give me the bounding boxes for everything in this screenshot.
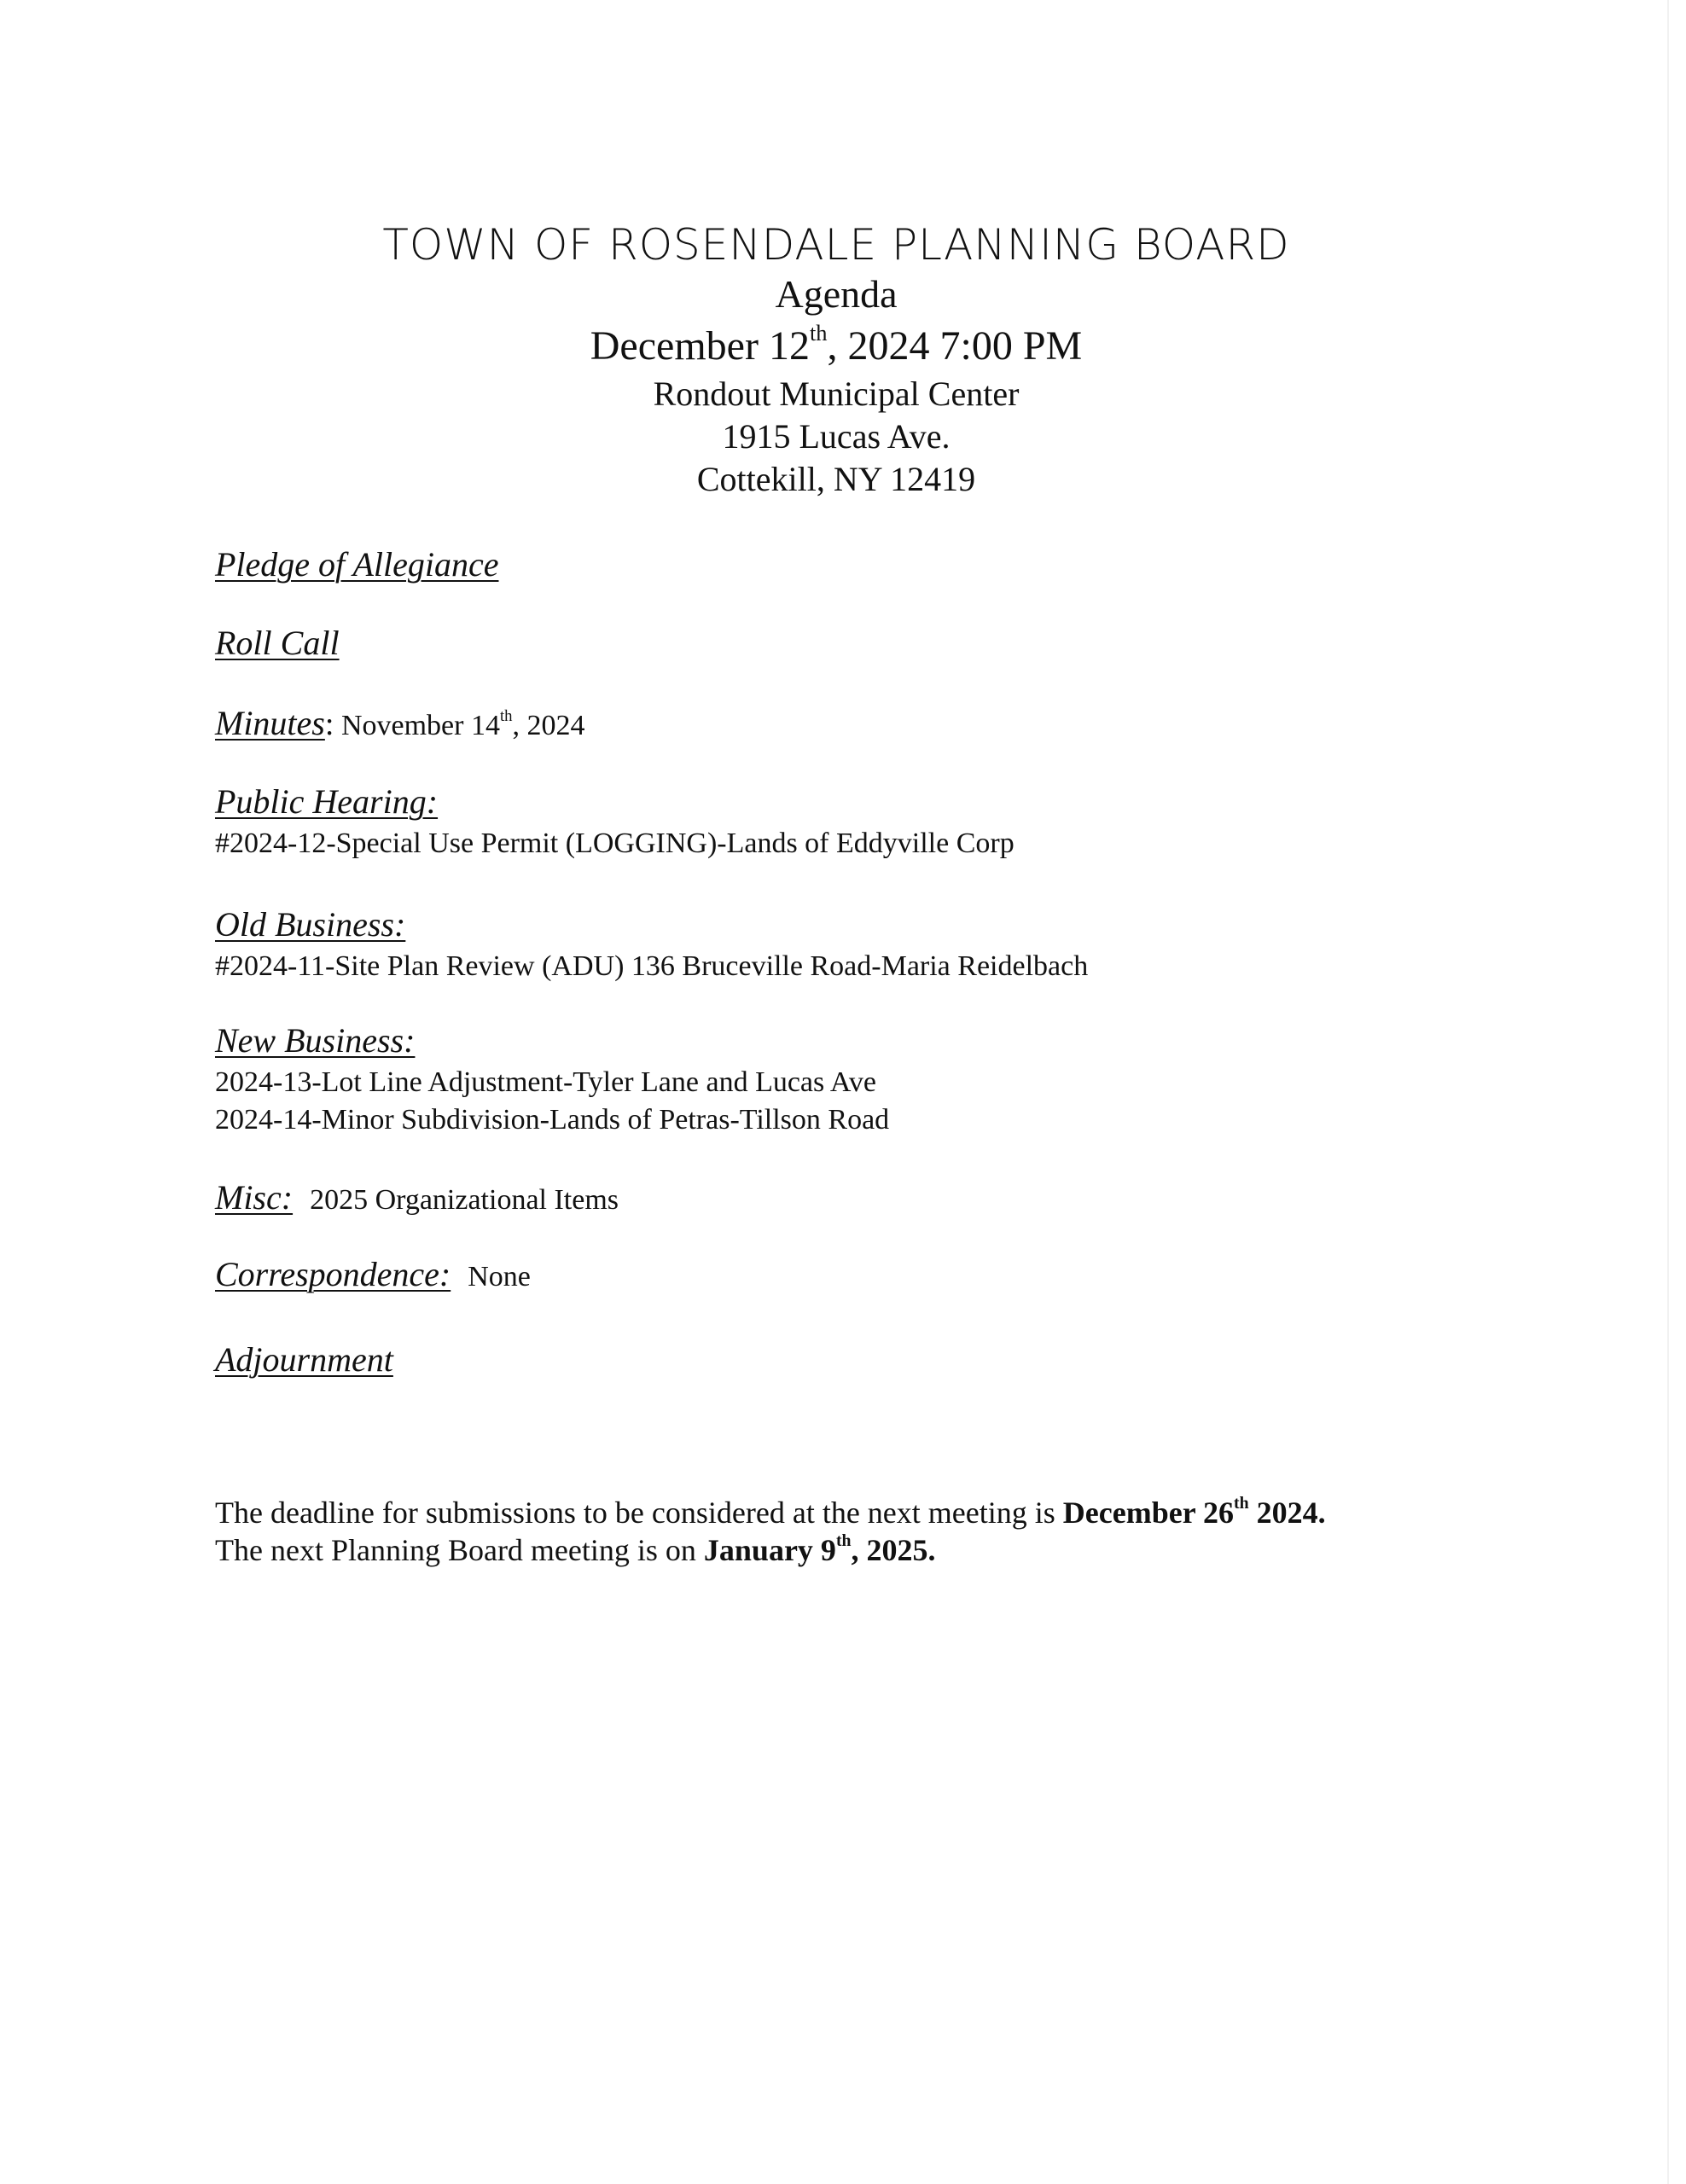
deadline-note: [215, 1495, 1326, 1531]
next-meeting-note: [215, 1532, 936, 1568]
next-meeting-date-main: January 9: [703, 1533, 836, 1567]
next-meeting-date-suffix: th: [835, 1531, 852, 1551]
deadline-text: The deadline for submissions to be considered at the next meeting is: [215, 1496, 1063, 1530]
minutes-date-main: November 14: [334, 710, 500, 741]
minutes-date: [334, 706, 585, 741]
minutes-date-rest: , 2024: [512, 710, 585, 741]
next-meeting-date-rest: , 2025.: [851, 1533, 936, 1567]
pledge-heading: Pledge of Allegiance: [215, 545, 499, 584]
public-hearing-item: #2024-12-Special Use Permit (LOGGING)-Lands of Eddyville Corp: [215, 828, 1015, 859]
meeting-date-rest: , 2024 7:00 PM: [827, 323, 1083, 369]
venue-street: 1915 Lucas Ave.: [722, 417, 951, 456]
deadline-date: [1063, 1496, 1326, 1530]
correspondence-row: [215, 1255, 531, 1293]
meeting-date: [358, 319, 1314, 369]
correspondence-value: None: [468, 1261, 531, 1292]
next-meeting-date: [704, 1533, 936, 1567]
deadline-date-suffix: th: [1234, 1494, 1249, 1513]
adjournment-heading: Adjournment: [215, 1340, 393, 1379]
page-edge: [1667, 0, 1669, 2184]
minutes-colon: :: [324, 706, 334, 742]
organization-title: TOWN OF ROSENDALE PLANNING BOARD: [382, 220, 1290, 270]
minutes-date-suffix: th: [499, 706, 513, 725]
minutes-row: [215, 706, 585, 741]
new-business-item: 2024-14-Minor Subdivision-Lands of Petras-Tillson Road: [215, 1104, 890, 1136]
deadline-date-rest: 2024.: [1248, 1496, 1326, 1530]
venue-city: Cottekill, NY 12419: [696, 460, 976, 498]
deadline-date-main: December 26: [1062, 1496, 1235, 1530]
new-business-item: 2024-13-Lot Line Adjustment-Tyler Lane and Lucas Ave: [215, 1066, 876, 1098]
misc-value: 2025 Organizational Items: [310, 1184, 619, 1216]
meeting-date-main: December 12: [590, 323, 810, 369]
old-business-item: #2024-11-Site Plan Review (ADU) 136 Bruceville Road-Maria Reidelbach: [215, 950, 1089, 982]
agenda-title: Agenda: [775, 272, 898, 316]
roll-call-heading: Roll Call: [215, 624, 340, 662]
correspondence-heading: Correspondence:: [215, 1255, 451, 1293]
misc-heading: Misc:: [215, 1178, 294, 1217]
venue-name: Rondout Municipal Center: [653, 375, 1020, 413]
misc-row: [215, 1178, 619, 1217]
public-hearing-heading: Public Hearing:: [215, 782, 439, 821]
minutes-heading: Minutes: [215, 704, 325, 742]
new-business-heading: New Business:: [215, 1021, 416, 1060]
meeting-date-suffix: th: [809, 319, 828, 346]
next-meeting-text: The next Planning Board meeting is on: [215, 1533, 704, 1567]
old-business-heading: Old Business:: [215, 905, 406, 944]
